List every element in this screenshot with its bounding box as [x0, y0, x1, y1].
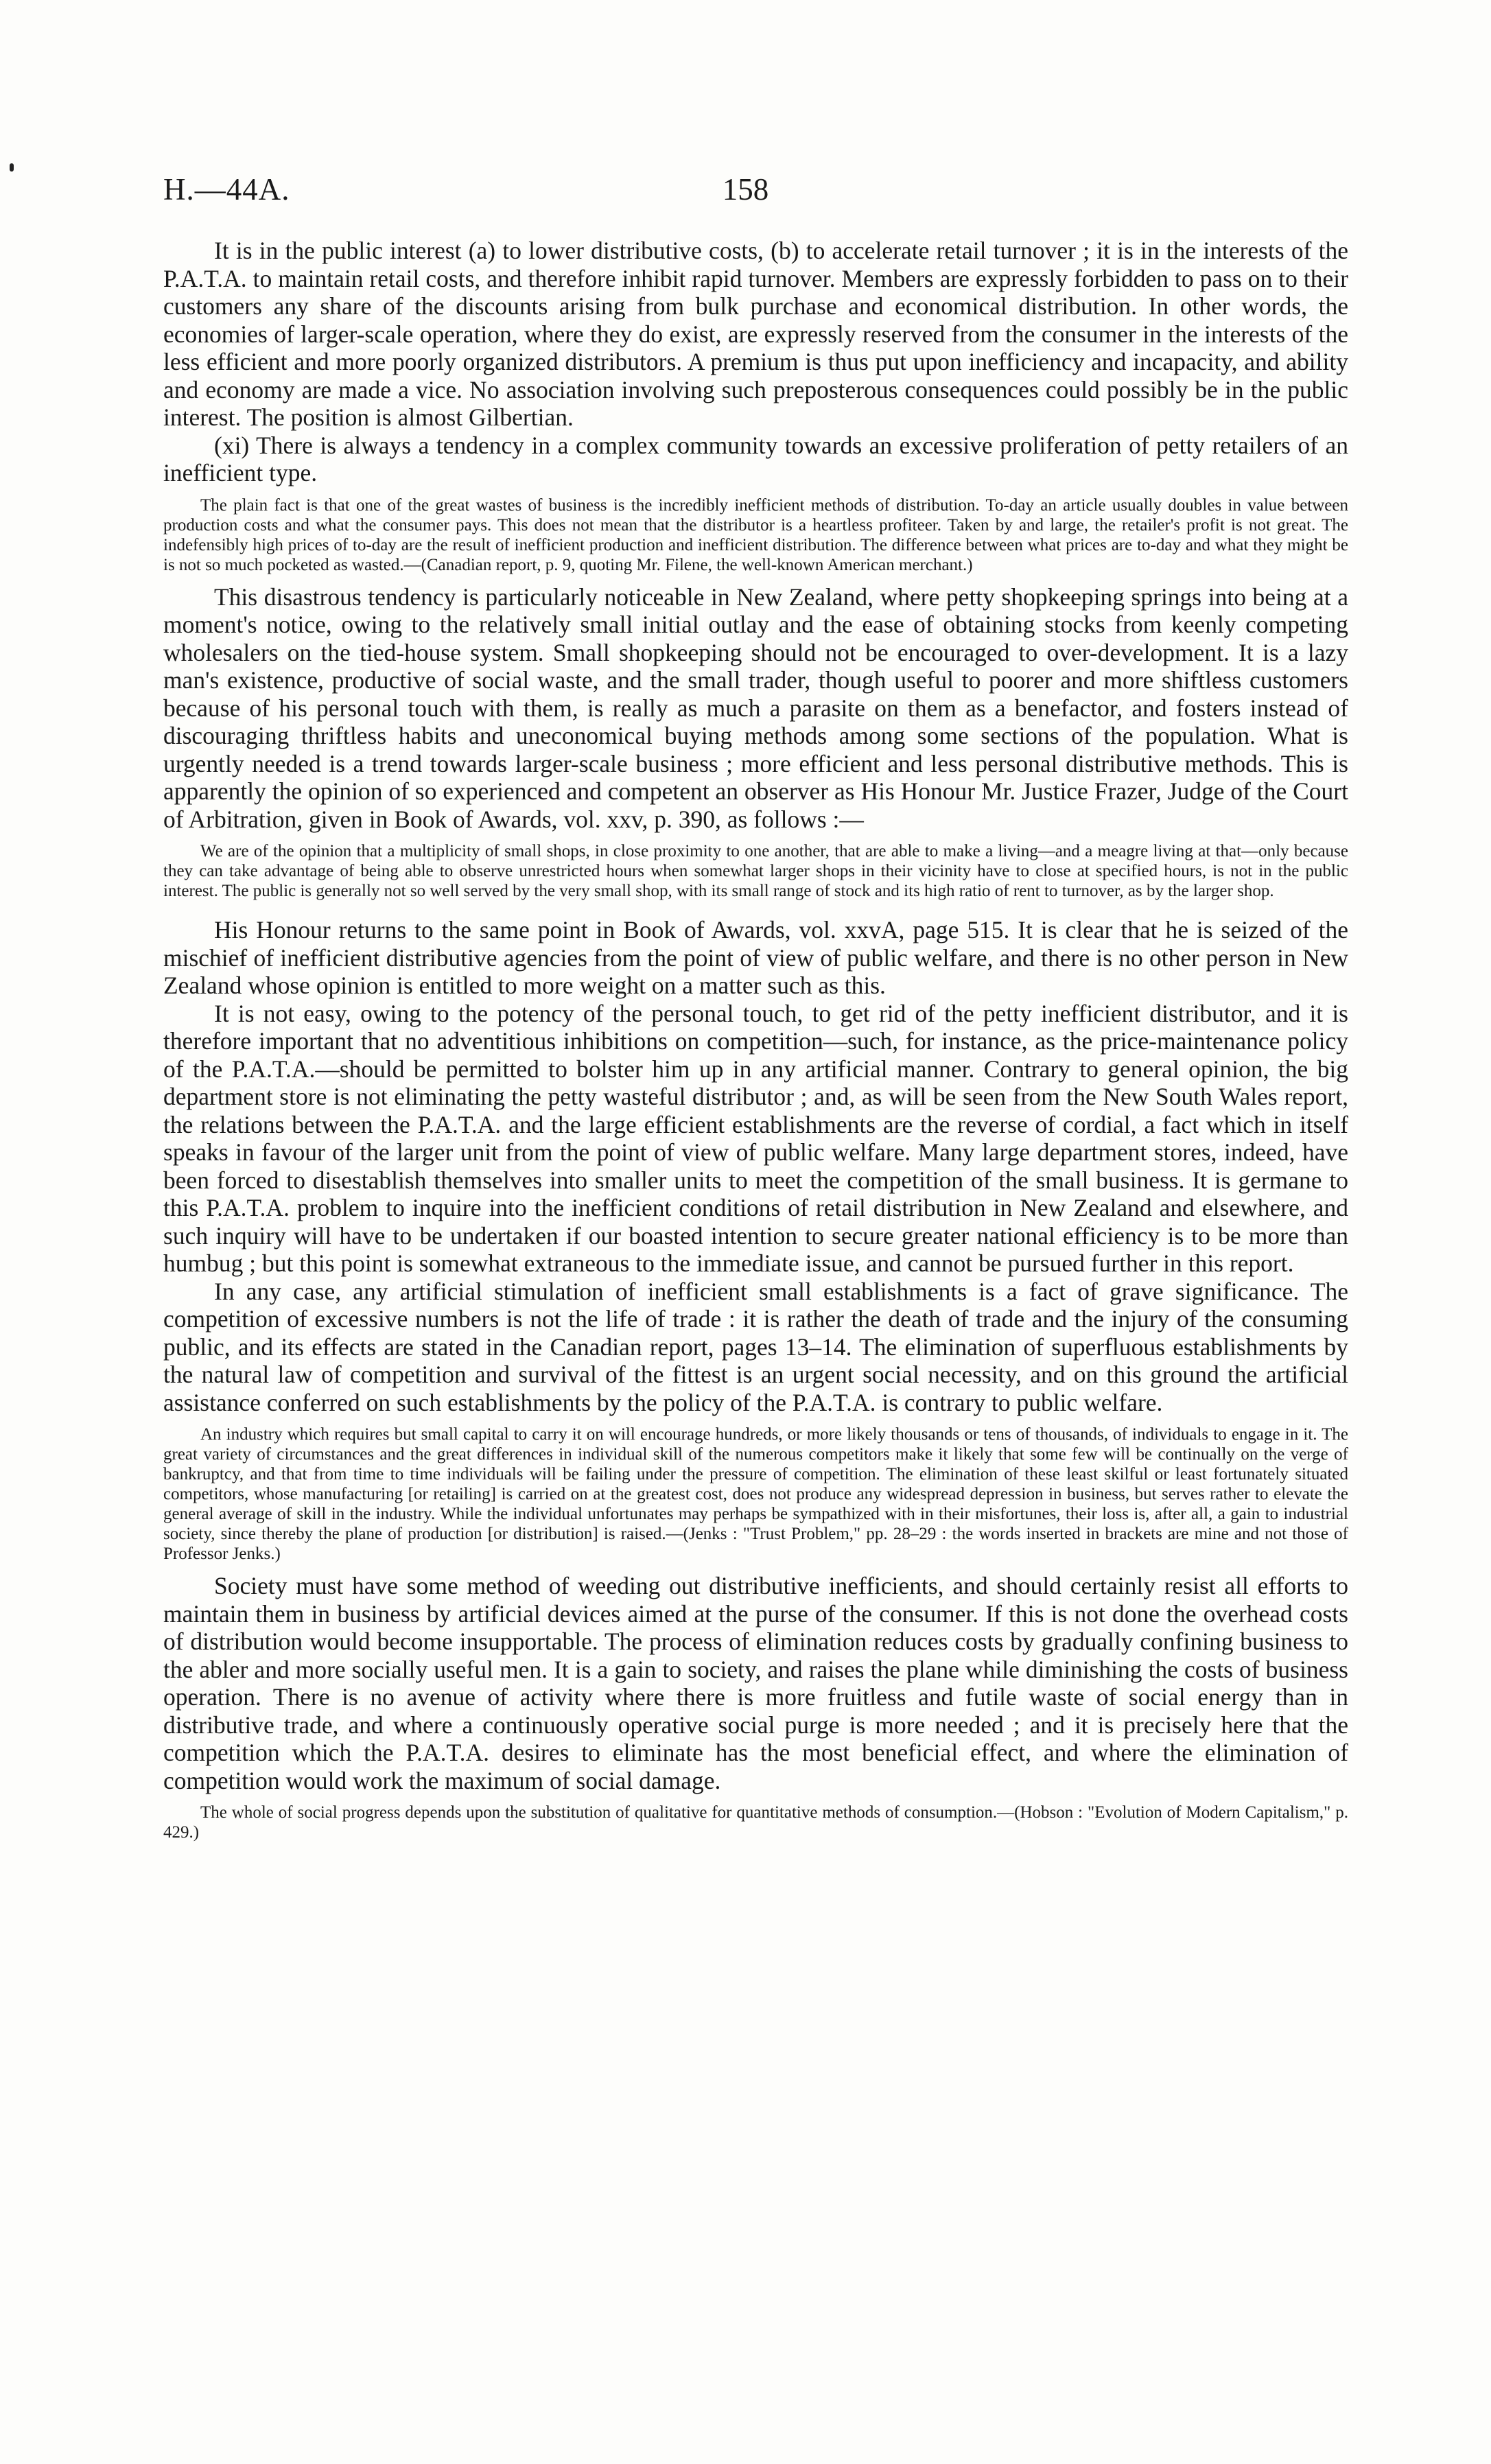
document-id: H.—44A.: [163, 172, 290, 207]
paragraph-his-honour: His Honour returns to the same point in Book of Awards, vol. xxvA, page 515. It is clear that he is seized of the mischief of inefficient distributive agencies from the point of view of public welfare, and there is no other person in New Zealand whose opinion is entitled to more weight on a matter such as this.: [163, 916, 1348, 999]
quote-canadian-report: The plain fact is that one of the great wastes of business is the incredibly inefficient methods of distribution. To-day an article usually doubles in value between production costs and what the consumer pays. This does not mean that the distributor is a heartless profiteer. Taken by and large, the retailer's profit is not great. The indefensibly high prices of to-day are the result of inefficient production and inefficient distribution. The difference between what prices are to-day and what they might be is not so much pocketed as wasted.—(Canadian report, p. 9, quoting Mr. Filene, the well-known American merchant.): [163, 495, 1348, 574]
page-header: [163, 172, 1328, 220]
quote-justice-frazer: We are of the opinion that a multiplicity of small shops, in close proximity to one another, that are able to make a living—and a meagre living at that—only because they can take advantage of being able to observe unrestricted hours when somewhat larger shops in their vicinity have to close at specified hours, is not in the public interest. The public is generally not so well served by the very small shop, with its small range of stock and its high ratio of rent to turnover, as by the larger shop.: [163, 842, 1348, 900]
paragraph-proliferation: (xi) There is always a tendency in a complex community towards an excessive proliferation of petty retailers of an inefficient type.: [163, 431, 1348, 486]
paragraph-personal-touch: It is not easy, owing to the potency of the personal touch, to get rid of the petty inefficient distributor, and it is therefore important that no adventitious inhibitions on competition—such, for instance, as the price-maintenance policy of the P.A.T.A.—should be permitted to bolster him up in any artificial manner. Contrary to general opinion, the big department store is not eliminating the petty wasteful distributor ; and, as will be seen from the New South Wales report, the relations between the P.A.T.A. and the large efficient establishments are the reverse of cordial, a fact which in itself speaks in favour of the larger unit from the point of view of public welfare. Many large department stores, indeed, have been forced to disestablish themselves into smaller units to meet the competition of the small business. It is germane to this P.A.T.A. problem to inquire into the inefficient conditions of retail distribution in New Zealand and elsewhere, and such inquiry will have to be undertaken if our boasted intention to secure greater national efficiency is to be more than humbug ; but this point is somewhat extraneous to the immediate issue, and cannot be pursued further in this report.: [163, 999, 1348, 1277]
paragraph-weeding-out: Society must have some method of weeding out distributive inefficients, and should certainly resist all efforts to maintain them in business by artificial devices aimed at the purse of the consumer. If this is not done the overhead costs of distribution would become insupportable. The process of elimination reduces costs by gradually confining business to the abler and more socially useful men. It is a gain to society, and raises the plane while diminishing the costs of business operation. There is no avenue of activity where there is more fruitless and futile waste of social energy than in distributive trade, and where a continuously operative social purge is more needed ; and it is precisely here that the competition which the P.A.T.A. desires to eliminate has the most beneficial effect, and where the elimination of competition would work the maximum of social damage.: [163, 1572, 1348, 1794]
page-number: 158: [722, 172, 769, 207]
page-body: [163, 237, 1348, 1851]
paragraph-public-interest: It is in the public interest (a) to lower distributive costs, (b) to accelerate retail turnover ; it is in the interests of the P.A.T.A. to maintain retail costs, and therefore inhibit rapid turnover. Members are expressly forbidden to pass on to their customers any share of the discounts arising from bulk purchase and economical distribution. In other words, the economies of larger-scale operation, where they do exist, are expressly reserved from the consumer in the interests of the less efficient and more poorly organized distributors. A premium is thus put upon inefficiency and incapacity, and ability and economy are made a vice. No association involving such preposterous consequences could possibly be in the public interest. The position is almost Gilbertian.: [163, 237, 1348, 431]
paragraph-new-zealand: This disastrous tendency is particularly noticeable in New Zealand, where petty shopkeeping springs into being at a moment's notice, owing to the relatively small initial outlay and the ease of obtaining stocks from keenly competing wholesalers on the tied-house system. Small shopkeeping should not be encouraged to over-development. It is a lazy man's existence, productive of social waste, and the small trader, though useful to poorer and more shiftless customers because of his personal touch with them, is really as much a parasite on them as a benefactor, and fosters instead of discouraging thriftless habits and uneconomical buying methods among some sections of the population. What is urgently needed is a trend towards larger-scale business ; more efficient and less personal distributive methods. This is apparently the opinion of so experienced and competent an observer as His Honour Mr. Justice Frazer, Judge of the Court of Arbitration, given in Book of Awards, vol. xxv, p. 390, as follows :—: [163, 583, 1348, 833]
quote-jenks: An industry which requires but small capital to carry it on will encourage hundreds, or more likely thousands or tens of thousands, of individuals to engage in it. The great variety of circumstances and the great differences in individual skill of the numerous competitors make it likely that some few will be continually on the verge of bankruptcy, and that from time to time individuals will be failing under the pressure of competition. The elimination of these least skilful or least fortunately situated competitors, whose manufacturing [or retailing] is carried on at the greatest cost, does not produce any widespread depression in business, but serves rather to elevate the general average of skill in the industry. While the individual unfortunates may perhaps be sympathized with in their misfortunes, their loss is, after all, a gain to industrial society, since thereby the plane of production [or distribution] is raised.—(Jenks : "Trust Problem," pp. 28–29 : the words inserted in brackets are mine and not those of Professor Jenks.): [163, 1425, 1348, 1563]
paragraph-artificial-stimulation: In any case, any artificial stimulation of inefficient small establishments is a fact of grave significance. The competition of excessive numbers is not the life of trade : it is rather the death of trade and the injury of the consuming public, and its effects are stated in the Canadian report, pages 13–14. The elimination of superfluous establishments by the natural law of competition and survival of the fittest is an urgent social necessity, and on this ground the artificial assistance conferred on such establishments by the policy of the P.A.T.A. is contrary to public welfare.: [163, 1277, 1348, 1416]
quote-hobson: The whole of social progress depends upon the substitution of qualitative for quantitative methods of consumption.—(Hobson : "Evolution of Modern Capitalism," p. 429.): [163, 1803, 1348, 1842]
scan-mark: [10, 163, 14, 172]
